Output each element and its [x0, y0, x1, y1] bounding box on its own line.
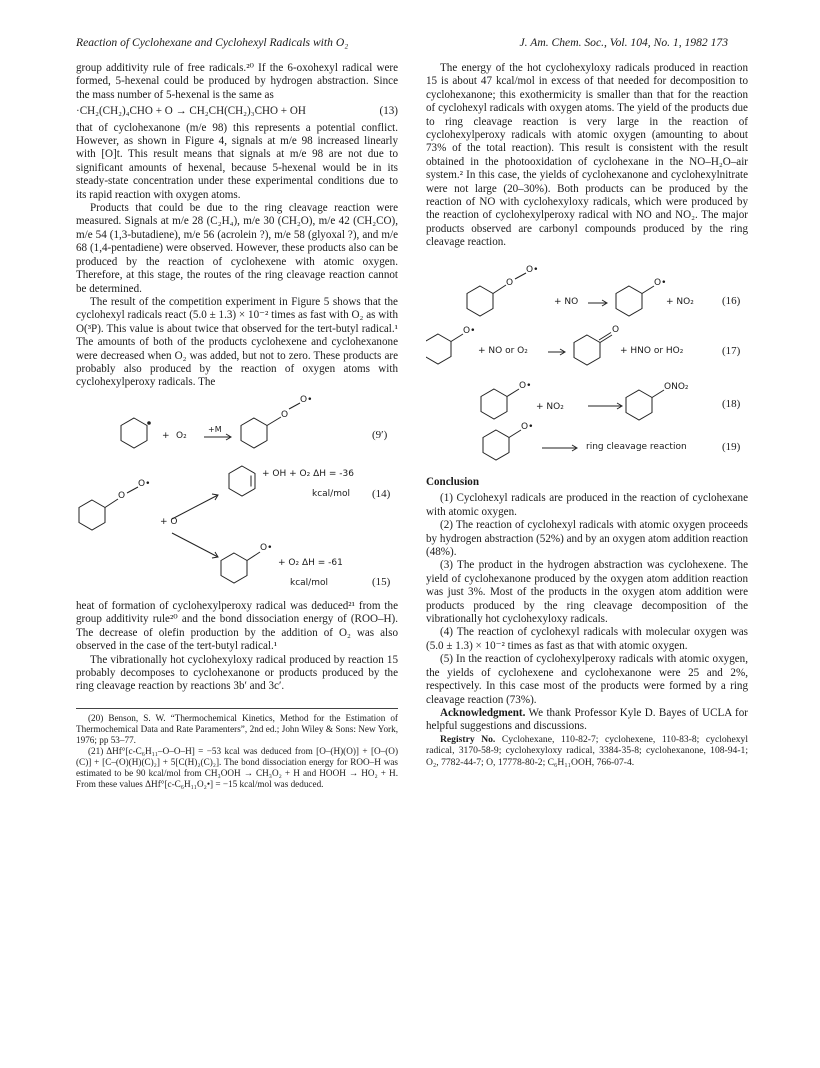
cyclohexylnitrate-ring — [626, 390, 652, 420]
cyclohexylperoxy-reactant-ring — [79, 500, 105, 530]
cyclohexyloxy-ring — [426, 334, 451, 364]
cyclohexylperoxy-ring — [467, 286, 493, 316]
oxygen-radical-label: O• — [526, 265, 539, 275]
registry-numbers — [426, 734, 748, 769]
left-column — [76, 62, 398, 390]
equation-number: (13) — [379, 105, 398, 118]
reaction-15-products: + O₂ ΔH = -61 — [278, 558, 343, 568]
paragraph: group additivity rule of free radicals.²⁰ If the 6-oxohexyl radical were formed, 5-hexenal could be produced by hydrogen abstraction. Since the mass number of 5-hexenal is the same as — [76, 62, 398, 101]
reaction-number: (16) — [722, 295, 741, 307]
paragraph: Products that could be due to the ring cleavage reaction were measured. Signals at m/e 28 (C₂H₄), m/e 30 (CH₂O), m/e 42 (CH₂CO), m/e 54 (1,3-butadiene), m/e 56 (acrolein ?), m/e 58 (glyoxal ?), and m/e 68 (1,4-pentadiene) were observed. However, these products also can be produced by the reaction of cyclohexene with atomic oxygen. Therefore, at this stage, the routes of the ring cleavage reaction cannot be determined. — [76, 202, 398, 295]
oxygen-radical-label: O• — [654, 278, 667, 288]
reaction-number: (17) — [722, 345, 741, 357]
plus-nitric-oxide: + NO — [554, 297, 579, 307]
reaction-17-products: + HNO or HO₂ — [620, 346, 684, 356]
acknowledgment — [426, 707, 748, 734]
radical-dot — [148, 422, 151, 425]
running-header-right: J. Am. Chem. Soc., Vol. 104, No. 1, 1982 173 — [519, 36, 728, 49]
paragraph: The result of the competition experiment in Figure 5 shows that the cyclohexyl radicals react (5.0 ± 1.3) × 10⁻² times as fast with O₂ as with O(³P). This value is about twice that observed for the tert-butyl radical.¹ The amounts of both of the products cyclohexene and cyclohexanone were decreased when O₂ was added, but not to zero. These products are probably also produced by the reaction of oxygen atoms with cyclohexylperoxy radicals. The — [76, 295, 398, 389]
footnote-rule — [76, 708, 398, 709]
footnotes — [76, 713, 398, 790]
reaction-number: (18) — [722, 398, 741, 410]
cyclohexyloxy-ring — [483, 430, 509, 460]
paragraph: that of cyclohexanone (m/e 98) this represents a potential conflict. However, as shown in Figure 4, signals at m/e 98 increased linearly with [O]t. This result means that signals at m/e 98 are not due to significant amounts of hexenal, because 5-hexenal would be in its steady-state concentration under these experimental conditions due to its rapid reaction with oxygen atoms. — [76, 121, 398, 201]
cyclohexyl-ring — [121, 418, 147, 448]
paragraph: The vibrationally hot cyclohexyloxy radical produced by reaction 15 probably decomposes to cyclohexanone or products produced by the ring cleavage reaction by reactions 3b′ and 3c′. — [76, 653, 398, 693]
reaction-14-unit: kcal/mol — [312, 489, 350, 499]
footnote-20: (20) Benson, S. W. “Thermochemical Kinetics, Method for the Estimation of Thermochemical Data and Rate Paramenters”, 2nd ed.; John Wiley & Sons: New York, 1976; pp 53–77. — [76, 713, 398, 745]
cyclohexanone-ring — [574, 335, 600, 365]
ring-cleavage-label: ring cleavage reaction — [586, 442, 687, 452]
paragraph: heat of formation of cyclohexylperoxy radical was deduced²¹ from the group additivity rule²⁰ and the bond dissociation energy of (ROO–H). The decrease of olefin production by the addition of O₂ was also observed in the case of the tert-butyl radical.¹ — [76, 600, 398, 653]
reagent-no-or-o2: + NO or O₂ — [478, 346, 528, 356]
acknowledgment-label: Acknowledgment. — [440, 706, 526, 719]
conclusion-item: (2) The reaction of cyclohexyl radicals with atomic oxygen proceeds by hydrogen abstraction (52%) and by an oxygen atom addition reaction (48%). — [426, 519, 748, 559]
reaction-scheme-right — [426, 262, 748, 462]
conclusion-item: (1) Cyclohexyl radicals are produced in the reaction of cyclohexane with atomic oxygen. — [426, 492, 748, 518]
carbonyl-oxygen-label: O — [612, 325, 620, 335]
oxygen-radical-label: O• — [138, 479, 151, 489]
registry-label: Registry No. — [440, 733, 496, 745]
reaction-scheme-left — [76, 395, 398, 595]
oxygen-radical-label: O• — [463, 326, 476, 336]
right-column — [426, 62, 748, 250]
conclusion-section — [426, 476, 748, 769]
oxygen-label: O — [506, 278, 514, 288]
conclusion-item: (5) In the reaction of cyclohexylperoxy radicals with atomic oxygen, the yields of cyclohexene and cyclohexanone were 25 and 2%, respectively. In this case most of the products were formed by a ring cleavage reaction (73%). — [426, 653, 748, 706]
o2-label: O₂ — [176, 431, 187, 441]
conclusion-item: (4) The reaction of cyclohexyl radicals with molecular oxygen was (5.0 ± 1.3) × 10⁻² times as fast as that with atomic oxygen. — [426, 626, 748, 652]
reaction-14-products: + OH + O₂ ΔH = -36 — [262, 469, 354, 479]
oxygen-radical-label: O• — [260, 543, 273, 553]
conclusion-item: (3) The product in the hydrogen abstraction was cyclohexene. The yield of cyclohexanone produced by the oxygen atom addition reaction was just 3%. Most of the products in the oxygen atom addition were products produced by the ring cleavage decomposition of the vibrationally hot cyclohexyloxy radicals. — [426, 559, 748, 626]
footnote-21: (21) ΔHf°[c-C₆H₁₁–O–O–H] = −53 kcal was deduced from [O–(H)(O)] + [O–(O)(C)] + [C–(O)(H)(C)₂] + 5[C(H)₂(C)₂]. The bond dissociation energy for ROO–H was estimated to be 90 kcal/mol from CH₃OOH → CH₃O₂ + H and HOOH → HO₂ + H. From these values ΔHf°[c-C₆H₁₁O₂•] = −15 kcal/mol was deduced. — [76, 746, 398, 789]
running-header-left: Reaction of Cyclohexane and Cyclohexyl Radicals with O₂ — [76, 36, 349, 49]
equation-13 — [76, 105, 398, 118]
reaction-15-unit: kcal/mol — [290, 578, 328, 588]
reaction-number: (19) — [722, 441, 741, 453]
reaction-number: (9′) — [372, 429, 388, 441]
cyclohexyloxy-ring — [616, 286, 642, 316]
cyclohexyloxy-ring — [221, 553, 247, 583]
oxygen-radical-label: O• — [300, 395, 313, 405]
cyclohexyloxy-ring — [481, 389, 507, 419]
registry-text: Cyclohexane, 110-82-7; cyclohexene, 110-83-8; cyclohexyl radical, 3170-58-9; cyclohexyloxy radical, 3384-35-8; cyclohexanone, 108-94-1; O₂, 7782-44-7; O, 17778-80-2; C₆H₁₁OOH, 766-07-4. — [426, 733, 748, 768]
oxygen-label: O — [281, 410, 289, 420]
nitrate-group-label: ONO₂ — [664, 382, 689, 392]
oxygen-radical-label: O• — [519, 381, 532, 391]
reaction-number: (15) — [372, 576, 391, 588]
plus-oxygen-atom: + O — [160, 517, 178, 527]
reaction-number: (14) — [372, 488, 391, 500]
section-heading: Conclusion — [426, 476, 480, 488]
acknowledgment-text: We thank Professor Kyle D. Bayes of UCLA for helpful suggestions and discussions. — [426, 706, 748, 733]
equation-text: ·CH₂(CH₂)₄CHO + O → CH₂CH(CH₂)₃CHO + OH — [76, 105, 306, 118]
scheme-structures — [426, 262, 748, 462]
left-column-continued — [76, 600, 398, 694]
cyclohexylperoxy-ring — [241, 418, 267, 448]
oxygen-label: O — [118, 491, 126, 501]
plus-nitrogen-dioxide: + NO₂ — [666, 297, 694, 307]
plus-nitrogen-dioxide: + NO₂ — [536, 402, 564, 412]
paragraph: The energy of the hot cyclohexyloxy radicals produced in reaction 15 is about 47 kcal/mol in excess of that needed for decomposition to cyclohexanone; this exothermicity is smaller than that for the reaction of cyclohexyl radicals with oxygen atoms. The yield of the products due to ring cleavage reaction is very large in the reaction of cyclohexylperoxy radicals with atomic oxygen (amounting to about 73% of the total reaction). This result is consistent with the result obtained in the photooxidation of cyclohexane in the NO–H₂O–air system.² In this case, the yields of cyclohexanone and cyclohexylnitrate were not large (20–30%). Both products can be produced by the reaction of NO with cyclohexyloxy radicals, which were produced by the reaction of cyclohexylperoxy radical with NO and NO₂. The major products observed are carbonyl compounds produced by the ring cleavage reaction. — [426, 62, 748, 249]
oxygen-radical-label: O• — [521, 422, 534, 432]
plus-sign: + — [162, 431, 170, 441]
third-body-label: +M — [208, 425, 222, 434]
